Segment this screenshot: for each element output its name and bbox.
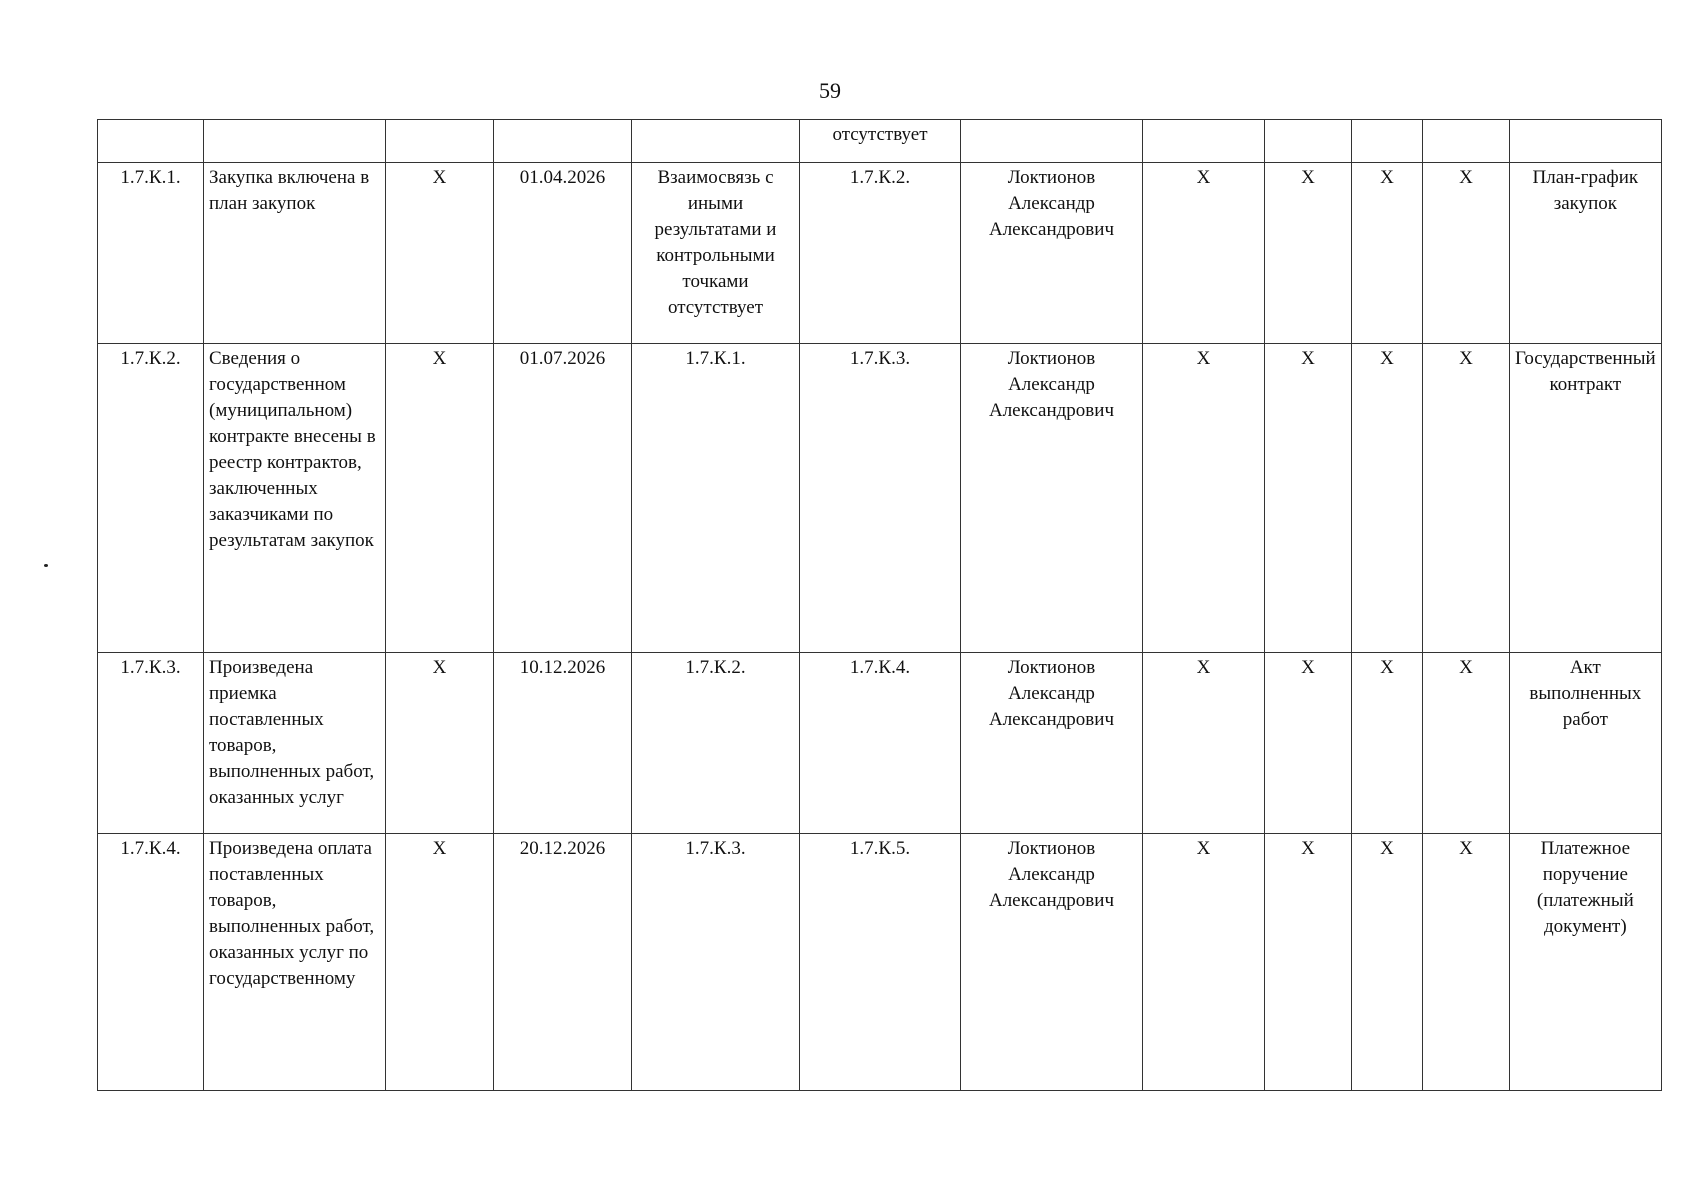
- cell-date: 20.12.2026: [494, 834, 632, 1091]
- cell-date: 01.04.2026: [494, 163, 632, 344]
- table-row: [98, 653, 1662, 834]
- cell-document: Платежное поручение (платежный документ): [1510, 834, 1662, 1091]
- cell-next: 1.7.К.3.: [800, 344, 961, 653]
- cell-empty: [632, 120, 800, 163]
- cell-x: X: [1143, 344, 1265, 653]
- cell-code: 1.7.К.3.: [98, 653, 204, 834]
- table-row-continued: [98, 120, 1662, 163]
- cell-x: X: [1143, 163, 1265, 344]
- cell-date: 10.12.2026: [494, 653, 632, 834]
- cell-document: План-график закупок: [1510, 163, 1662, 344]
- table-row: [98, 344, 1662, 653]
- control-points-table: [97, 119, 1662, 1091]
- cell-x: X: [386, 163, 494, 344]
- cell-x: X: [1352, 653, 1423, 834]
- cell-prev: Взаимосвязь с иными результатами и контрольными точками отсутствует: [632, 163, 800, 344]
- cell-x: X: [1265, 834, 1352, 1091]
- cell-x: X: [1352, 344, 1423, 653]
- cell-date: 01.07.2026: [494, 344, 632, 653]
- cell-x: X: [1423, 344, 1510, 653]
- cell-empty: [1352, 120, 1423, 163]
- cell-event: Произведена оплата поставленных товаров, выполненных работ, оказанных услуг по государственному: [204, 834, 386, 1091]
- cell-empty: [494, 120, 632, 163]
- cell-x: X: [386, 653, 494, 834]
- cell-code: 1.7.К.2.: [98, 344, 204, 653]
- cell-x: X: [1423, 653, 1510, 834]
- cell-responsible: Локтионов Александр Александрович: [961, 163, 1143, 344]
- cell-empty: [386, 120, 494, 163]
- cell-x: X: [1265, 163, 1352, 344]
- cell-code: 1.7.К.1.: [98, 163, 204, 344]
- cell-x: X: [386, 834, 494, 1091]
- cell-next: отсутствует: [800, 120, 961, 163]
- cell-x: X: [1423, 163, 1510, 344]
- scan-speck: [44, 564, 48, 567]
- cell-responsible: Локтионов Александр Александрович: [961, 653, 1143, 834]
- cell-event: Произведена приемка поставленных товаров, выполненных работ, оказанных услуг: [204, 653, 386, 834]
- cell-empty: [1143, 120, 1265, 163]
- cell-x: X: [1143, 653, 1265, 834]
- cell-empty: [98, 120, 204, 163]
- cell-next: 1.7.К.5.: [800, 834, 961, 1091]
- cell-prev: 1.7.К.1.: [632, 344, 800, 653]
- cell-empty: [1510, 120, 1662, 163]
- cell-x: X: [1265, 653, 1352, 834]
- cell-x: X: [386, 344, 494, 653]
- cell-empty: [1423, 120, 1510, 163]
- cell-empty: [204, 120, 386, 163]
- cell-responsible: Локтионов Александр Александрович: [961, 834, 1143, 1091]
- cell-document: Государственный контракт: [1510, 344, 1662, 653]
- cell-responsible: Локтионов Александр Александрович: [961, 344, 1143, 653]
- table-row: [98, 834, 1662, 1091]
- cell-x: X: [1143, 834, 1265, 1091]
- table-row: [98, 163, 1662, 344]
- cell-event: Закупка включена в план закупок: [204, 163, 386, 344]
- cell-code: 1.7.К.4.: [98, 834, 204, 1091]
- cell-prev: 1.7.К.2.: [632, 653, 800, 834]
- cell-x: X: [1265, 344, 1352, 653]
- cell-next: 1.7.К.4.: [800, 653, 961, 834]
- cell-next: 1.7.К.2.: [800, 163, 961, 344]
- cell-x: X: [1423, 834, 1510, 1091]
- cell-document: Акт выполненных работ: [1510, 653, 1662, 834]
- cell-event: Сведения о государственном (муниципальном) контракте внесены в реестр контрактов, заключенных заказчиками по результатам закупок: [204, 344, 386, 653]
- cell-x: X: [1352, 834, 1423, 1091]
- page-number: 59: [819, 78, 841, 103]
- cell-x: X: [1352, 163, 1423, 344]
- cell-prev: 1.7.К.3.: [632, 834, 800, 1091]
- cell-empty: [1265, 120, 1352, 163]
- cell-empty: [961, 120, 1143, 163]
